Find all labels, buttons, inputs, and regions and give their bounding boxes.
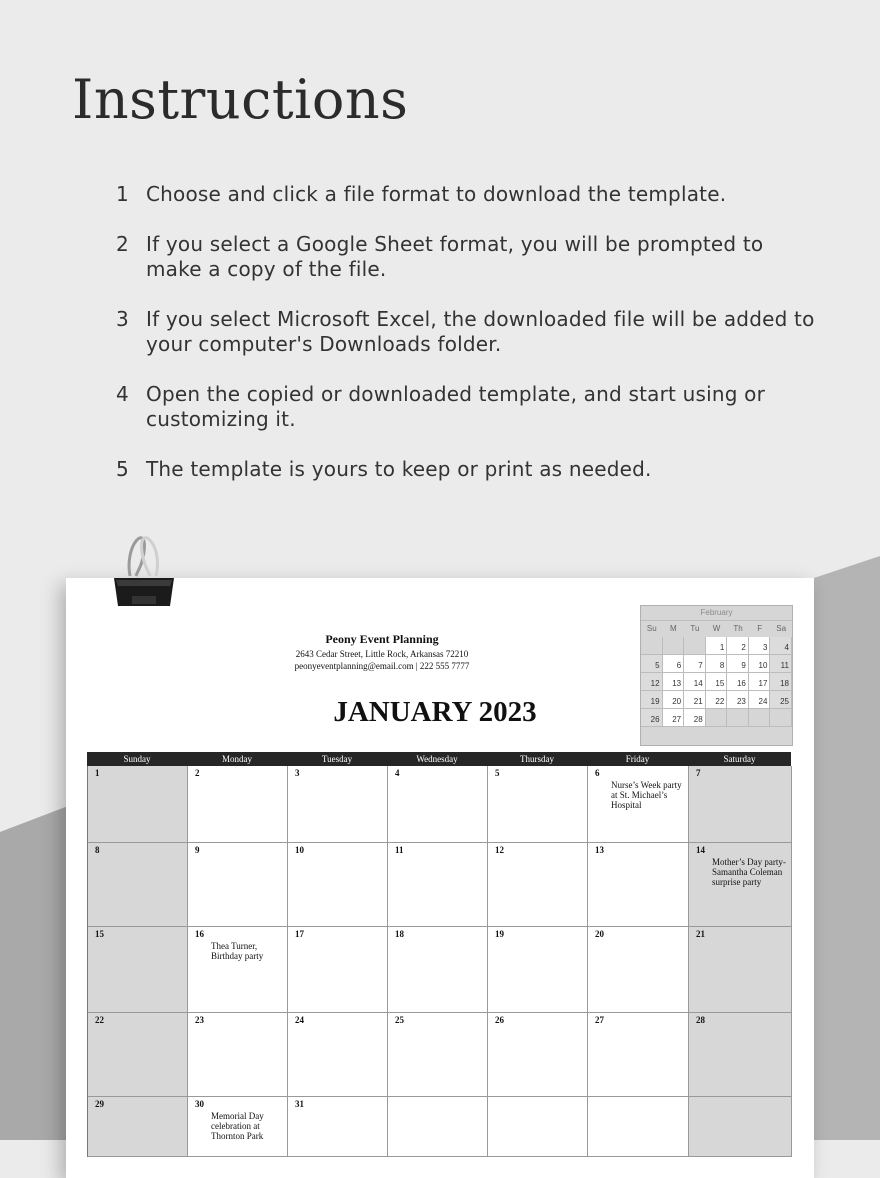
day-cell[interactable] (488, 1097, 588, 1157)
day-number: 10 (295, 845, 304, 855)
day-number: 16 (195, 929, 204, 939)
step-number: 2 (116, 232, 129, 256)
day-number: 29 (95, 1099, 104, 1109)
day-number: 28 (696, 1015, 705, 1025)
mini-calendar-grid (641, 637, 792, 727)
day-cell[interactable] (288, 927, 388, 1013)
day-number: 27 (595, 1015, 604, 1025)
mini-day-cell: 1 (706, 637, 728, 655)
day-cell[interactable] (188, 766, 288, 843)
mini-day-cell: 7 (684, 655, 706, 673)
event-note: Memorial Day celebration at Thornton Park (211, 1111, 264, 1141)
day-number: 26 (495, 1015, 504, 1025)
step-text: If you select Microsoft Excel, the downloaded file will be added to your computer's Downloads folder. (146, 307, 815, 356)
mini-weekday-label: Su (646, 624, 657, 633)
day-cell[interactable] (288, 1097, 388, 1157)
mini-day-cell: 25 (770, 691, 792, 709)
company-address: 2643 Cedar Street, Little Rock, Arkansas 72210 (295, 649, 469, 659)
weekday-label: Tuesday (321, 754, 353, 764)
day-cell[interactable] (388, 766, 488, 843)
instruction-list (116, 182, 816, 507)
mini-day-cell: 10 (749, 655, 771, 673)
mini-day-cell: 15 (706, 673, 728, 691)
day-cell[interactable] (588, 1013, 689, 1097)
mini-weekday-label: Tu (690, 624, 700, 633)
mini-calendar-title: February (641, 606, 792, 621)
day-cell[interactable] (588, 843, 689, 927)
day-number: 30 (195, 1099, 204, 1109)
day-cell[interactable] (488, 927, 588, 1013)
day-cell[interactable] (488, 843, 588, 927)
weekday-label: Monday (222, 754, 252, 764)
event-note: Thea Turner, Birthday party (211, 941, 264, 961)
mini-day-cell (770, 709, 792, 727)
day-number: 5 (495, 768, 500, 778)
mini-day-cell: 26 (641, 709, 663, 727)
step-text: Open the copied or downloaded template, and start using or customizing it. (146, 382, 766, 431)
day-cell[interactable] (388, 843, 488, 927)
event-note: Mother’s Day party- Samantha Coleman surprise party (712, 857, 786, 887)
mini-day-cell: 13 (663, 673, 685, 691)
day-number: 4 (395, 768, 400, 778)
mini-weekday-label: F (757, 624, 763, 633)
day-cell[interactable] (689, 766, 792, 843)
instruction-step (116, 307, 816, 357)
day-cell[interactable] (88, 1013, 188, 1097)
mini-day-cell: 17 (749, 673, 771, 691)
day-cell[interactable] (188, 927, 288, 1013)
day-number: 15 (95, 929, 104, 939)
binder-clip-icon (108, 524, 180, 612)
mini-day-cell: 24 (749, 691, 771, 709)
weekday-label: Thursday (520, 754, 554, 764)
step-text: The template is yours to keep or print as needed. (146, 457, 652, 481)
month-title: JANUARY 2023 (333, 696, 537, 728)
calendar-grid (87, 766, 791, 1157)
step-number: 4 (116, 382, 129, 406)
day-number: 9 (195, 845, 200, 855)
day-cell[interactable] (288, 766, 388, 843)
instruction-step (116, 182, 816, 207)
day-cell[interactable] (488, 1013, 588, 1097)
day-number: 6 (595, 768, 600, 778)
day-number: 24 (295, 1015, 304, 1025)
day-cell[interactable] (689, 1013, 792, 1097)
day-number: 31 (295, 1099, 304, 1109)
day-cell[interactable] (588, 766, 689, 843)
day-cell[interactable] (88, 1097, 188, 1157)
weekday-label: Saturday (723, 754, 756, 764)
weekday-label: Sunday (123, 754, 151, 764)
instruction-step (116, 457, 816, 482)
day-cell[interactable] (588, 1097, 689, 1157)
mini-day-cell: 5 (641, 655, 663, 673)
day-cell[interactable] (388, 1013, 488, 1097)
mini-weekday-label: W (712, 624, 721, 633)
mini-day-cell (749, 709, 771, 727)
day-number: 23 (195, 1015, 204, 1025)
day-number: 22 (95, 1015, 104, 1025)
page-title: Instructions (72, 68, 409, 131)
day-cell[interactable] (188, 843, 288, 927)
day-number: 17 (295, 929, 304, 939)
day-number: 3 (295, 768, 300, 778)
mini-calendar (640, 605, 793, 746)
company-contact: peonyeventplanning@email.com | 222 555 7777 (294, 661, 470, 671)
day-number: 11 (395, 845, 404, 855)
mini-day-cell: 8 (706, 655, 728, 673)
day-cell[interactable] (188, 1013, 288, 1097)
mini-day-cell: 2 (727, 637, 749, 655)
weekday-header (87, 752, 791, 766)
day-number: 21 (696, 929, 705, 939)
day-cell[interactable] (689, 1097, 792, 1157)
day-number: 18 (395, 929, 404, 939)
mini-day-cell: 11 (770, 655, 792, 673)
mini-day-cell: 21 (684, 691, 706, 709)
instruction-step (116, 382, 816, 432)
day-cell[interactable] (388, 927, 488, 1013)
company-name: Peony Event Planning (325, 632, 439, 646)
mini-day-cell: 14 (684, 673, 706, 691)
weekday-label: Wednesday (416, 754, 458, 764)
day-number: 20 (595, 929, 604, 939)
day-cell[interactable] (88, 927, 188, 1013)
day-cell[interactable] (689, 927, 792, 1013)
step-text: Choose and click a file format to download the template. (146, 182, 727, 206)
step-number: 1 (116, 182, 129, 206)
mini-day-cell: 6 (663, 655, 685, 673)
day-number: 14 (696, 845, 705, 855)
day-number: 8 (95, 845, 100, 855)
step-number: 5 (116, 457, 129, 481)
day-cell[interactable] (288, 1013, 388, 1097)
mini-day-cell (727, 709, 749, 727)
day-number: 12 (495, 845, 504, 855)
day-cell[interactable] (388, 1097, 488, 1157)
mini-weekday-label: Sa (776, 624, 787, 633)
mini-calendar-weekdays (641, 621, 792, 637)
step-text: If you select a Google Sheet format, you will be prompted to make a copy of the file. (146, 232, 764, 281)
day-number: 7 (696, 768, 701, 778)
mini-day-cell (684, 637, 706, 655)
mini-day-cell: 12 (641, 673, 663, 691)
day-cell[interactable] (588, 927, 689, 1013)
mini-day-cell: 4 (770, 637, 792, 655)
mini-day-cell: 3 (749, 637, 771, 655)
mini-day-cell: 27 (663, 709, 685, 727)
day-cell[interactable] (488, 766, 588, 843)
day-cell[interactable] (689, 843, 792, 927)
event-note: Nurse’s Week party at St. Michael’s Hospital (611, 780, 682, 810)
mini-day-cell: 20 (663, 691, 685, 709)
mini-day-cell: 9 (727, 655, 749, 673)
month-calendar (87, 752, 791, 1157)
mini-day-cell: 16 (727, 673, 749, 691)
day-number: 1 (95, 768, 100, 778)
day-number: 25 (395, 1015, 404, 1025)
mini-day-cell: 23 (727, 691, 749, 709)
mini-weekday-label: M (670, 624, 677, 633)
mini-weekday-label: Th (733, 624, 743, 633)
mini-day-cell (663, 637, 685, 655)
day-cell[interactable] (288, 843, 388, 927)
weekday-label: Friday (625, 754, 650, 764)
mini-day-cell (641, 637, 663, 655)
mini-day-cell: 18 (770, 673, 792, 691)
mini-day-cell: 22 (706, 691, 728, 709)
mini-day-cell: 19 (641, 691, 663, 709)
day-cell[interactable] (88, 843, 188, 927)
step-number: 3 (116, 307, 129, 331)
mini-day-cell: 28 (684, 709, 706, 727)
day-number: 19 (495, 929, 504, 939)
day-cell[interactable] (188, 1097, 288, 1157)
day-cell[interactable] (88, 766, 188, 843)
day-number: 13 (595, 845, 604, 855)
mini-day-cell (706, 709, 728, 727)
day-number: 2 (195, 768, 200, 778)
instruction-step (116, 232, 816, 282)
